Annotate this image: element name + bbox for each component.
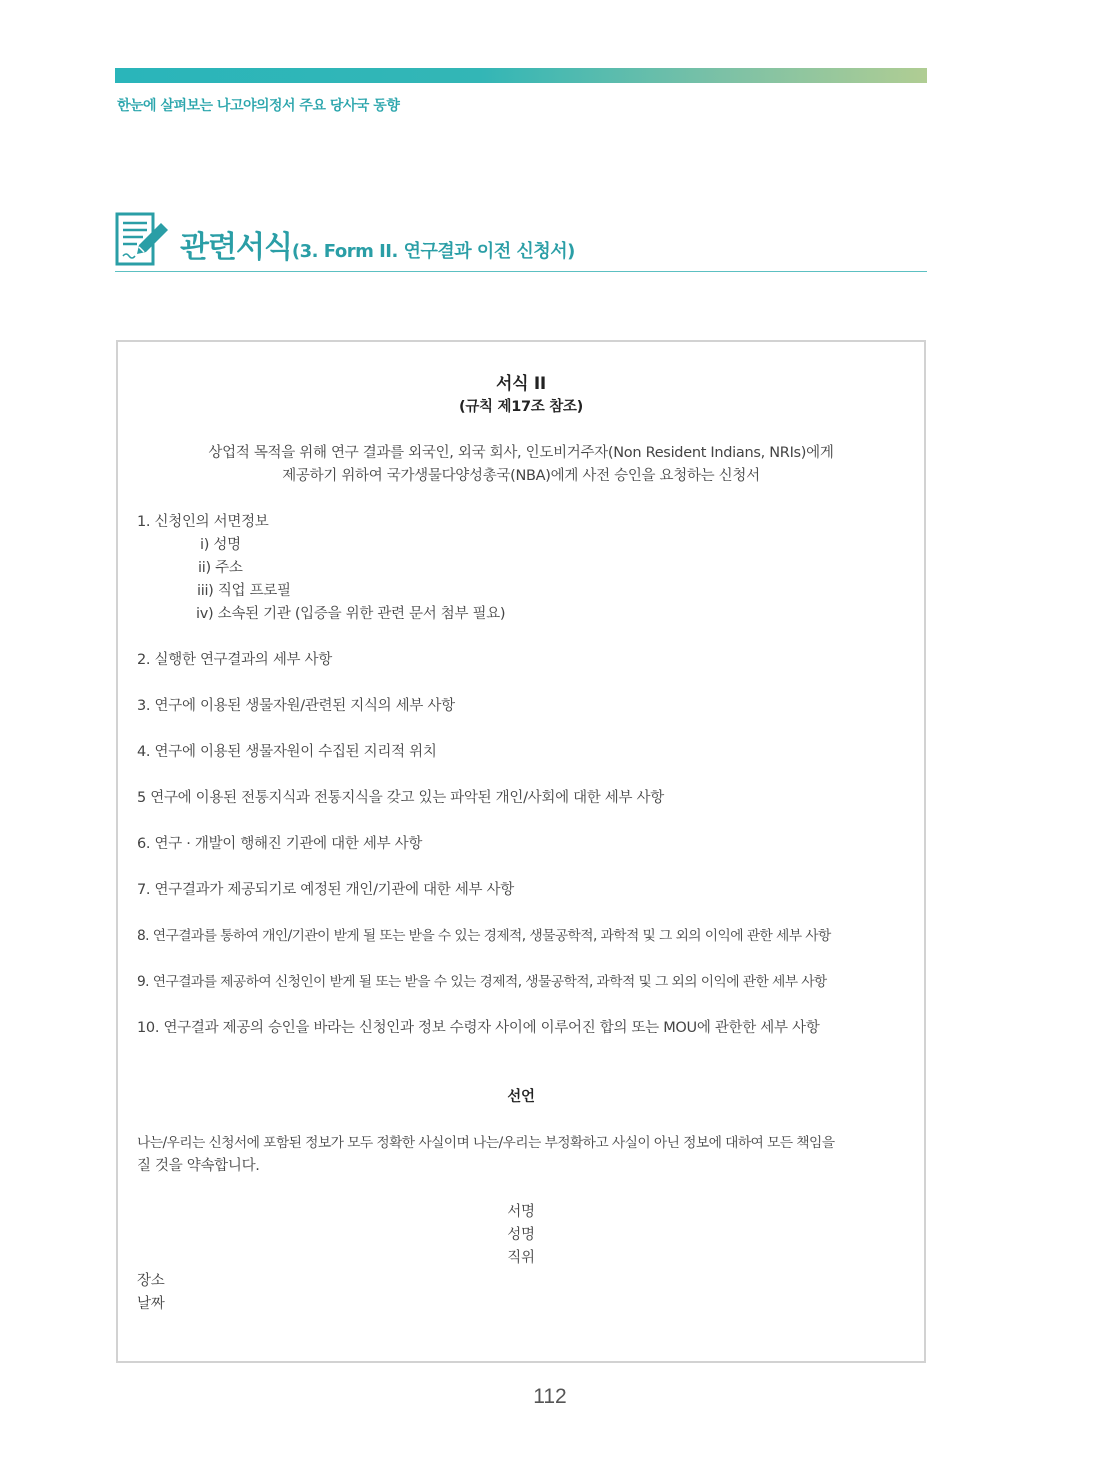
item-1-sub-3: iii) 직업 프로필 [197, 583, 291, 599]
declaration-line-2: 질 것을 약속합니다. [137, 1158, 260, 1174]
item-7: 7. 연구결과가 제공되기로 예정된 개인/기관에 대한 세부 사항 [137, 882, 514, 898]
form-box [116, 340, 926, 1363]
date-label: 날짜 [137, 1296, 165, 1312]
item-8: 8. 연구결과를 통하여 개인/기관이 받게 될 또는 받을 수 있는 경제적, 생물공학적, 과학적 및 그 외의 이익에 관한 세부 사항 [137, 928, 831, 944]
item-3: 3. 연구에 이용된 생물자원/관련된 지식의 세부 사항 [137, 698, 455, 714]
page-number: 112 [533, 1385, 567, 1408]
position-label: 직위 [507, 1250, 535, 1266]
declaration-title: 선언 [507, 1089, 535, 1105]
item-1-sub-4: iv) 소속된 기관 (입증을 위한 관련 문서 첨부 필요) [196, 606, 506, 622]
signature-label: 서명 [507, 1204, 535, 1220]
form-rule-reference: (규칙 제17조 참조) [459, 399, 583, 415]
running-header-title: 한눈에 살펴보는 나고야의정서 주요 당사국 동향 [117, 98, 400, 114]
item-9: 9. 연구결과를 제공하여 신청인이 받게 될 또는 받을 수 있는 경제적, 생물공학적, 과학적 및 그 외의 이익에 관한 세부 사항 [137, 974, 827, 990]
place-label: 장소 [137, 1273, 165, 1289]
declaration-line-1: 나는/우리는 신청서에 포함된 정보가 모두 정확한 사실이며 나는/우리는 부정확하고 사실이 아닌 정보에 대하여 모든 책임을 [137, 1135, 835, 1151]
section-title-sub: (3. Form II. 연구결과 이전 신청서) [291, 241, 575, 262]
item-5: 5 연구에 이용된 전통지식과 전통지식을 갖고 있는 파악된 개인/사회에 대한 세부 사항 [137, 790, 664, 806]
form-intro-line-2: 제공하기 위하여 국가생물다양성총국(NBA)에게 사전 승인을 요청하는 신청서 [282, 468, 760, 484]
document-pen-icon [115, 211, 171, 267]
item-4: 4. 연구에 이용된 생물자원이 수집된 지리적 위치 [137, 744, 437, 760]
item-6: 6. 연구 · 개발이 행해진 기관에 대한 세부 사항 [137, 836, 423, 852]
item-1-sub-2: ii) 주소 [198, 560, 243, 576]
section-divider [115, 271, 927, 272]
header-accent-bar [115, 68, 927, 83]
form-intro-line-1: 상업적 목적을 위해 연구 결과를 외국인, 외국 회사, 인도비거주자(Non Resident Indians, NRIs)에게 [208, 445, 834, 461]
section-title-main: 관련서식 [180, 230, 292, 265]
item-2: 2. 실행한 연구결과의 세부 사항 [137, 652, 332, 668]
item-1-sub-1: i) 성명 [200, 537, 241, 553]
form-title: 서식 II [496, 374, 546, 394]
item-1: 1. 신청인의 서면정보 [137, 514, 269, 530]
section-title [180, 222, 575, 266]
name-label: 성명 [507, 1227, 535, 1243]
item-10: 10. 연구결과 제공의 승인을 바라는 신청인과 정보 수령자 사이에 이루어진 합의 또는 MOU에 관한한 세부 사항 [137, 1020, 820, 1036]
